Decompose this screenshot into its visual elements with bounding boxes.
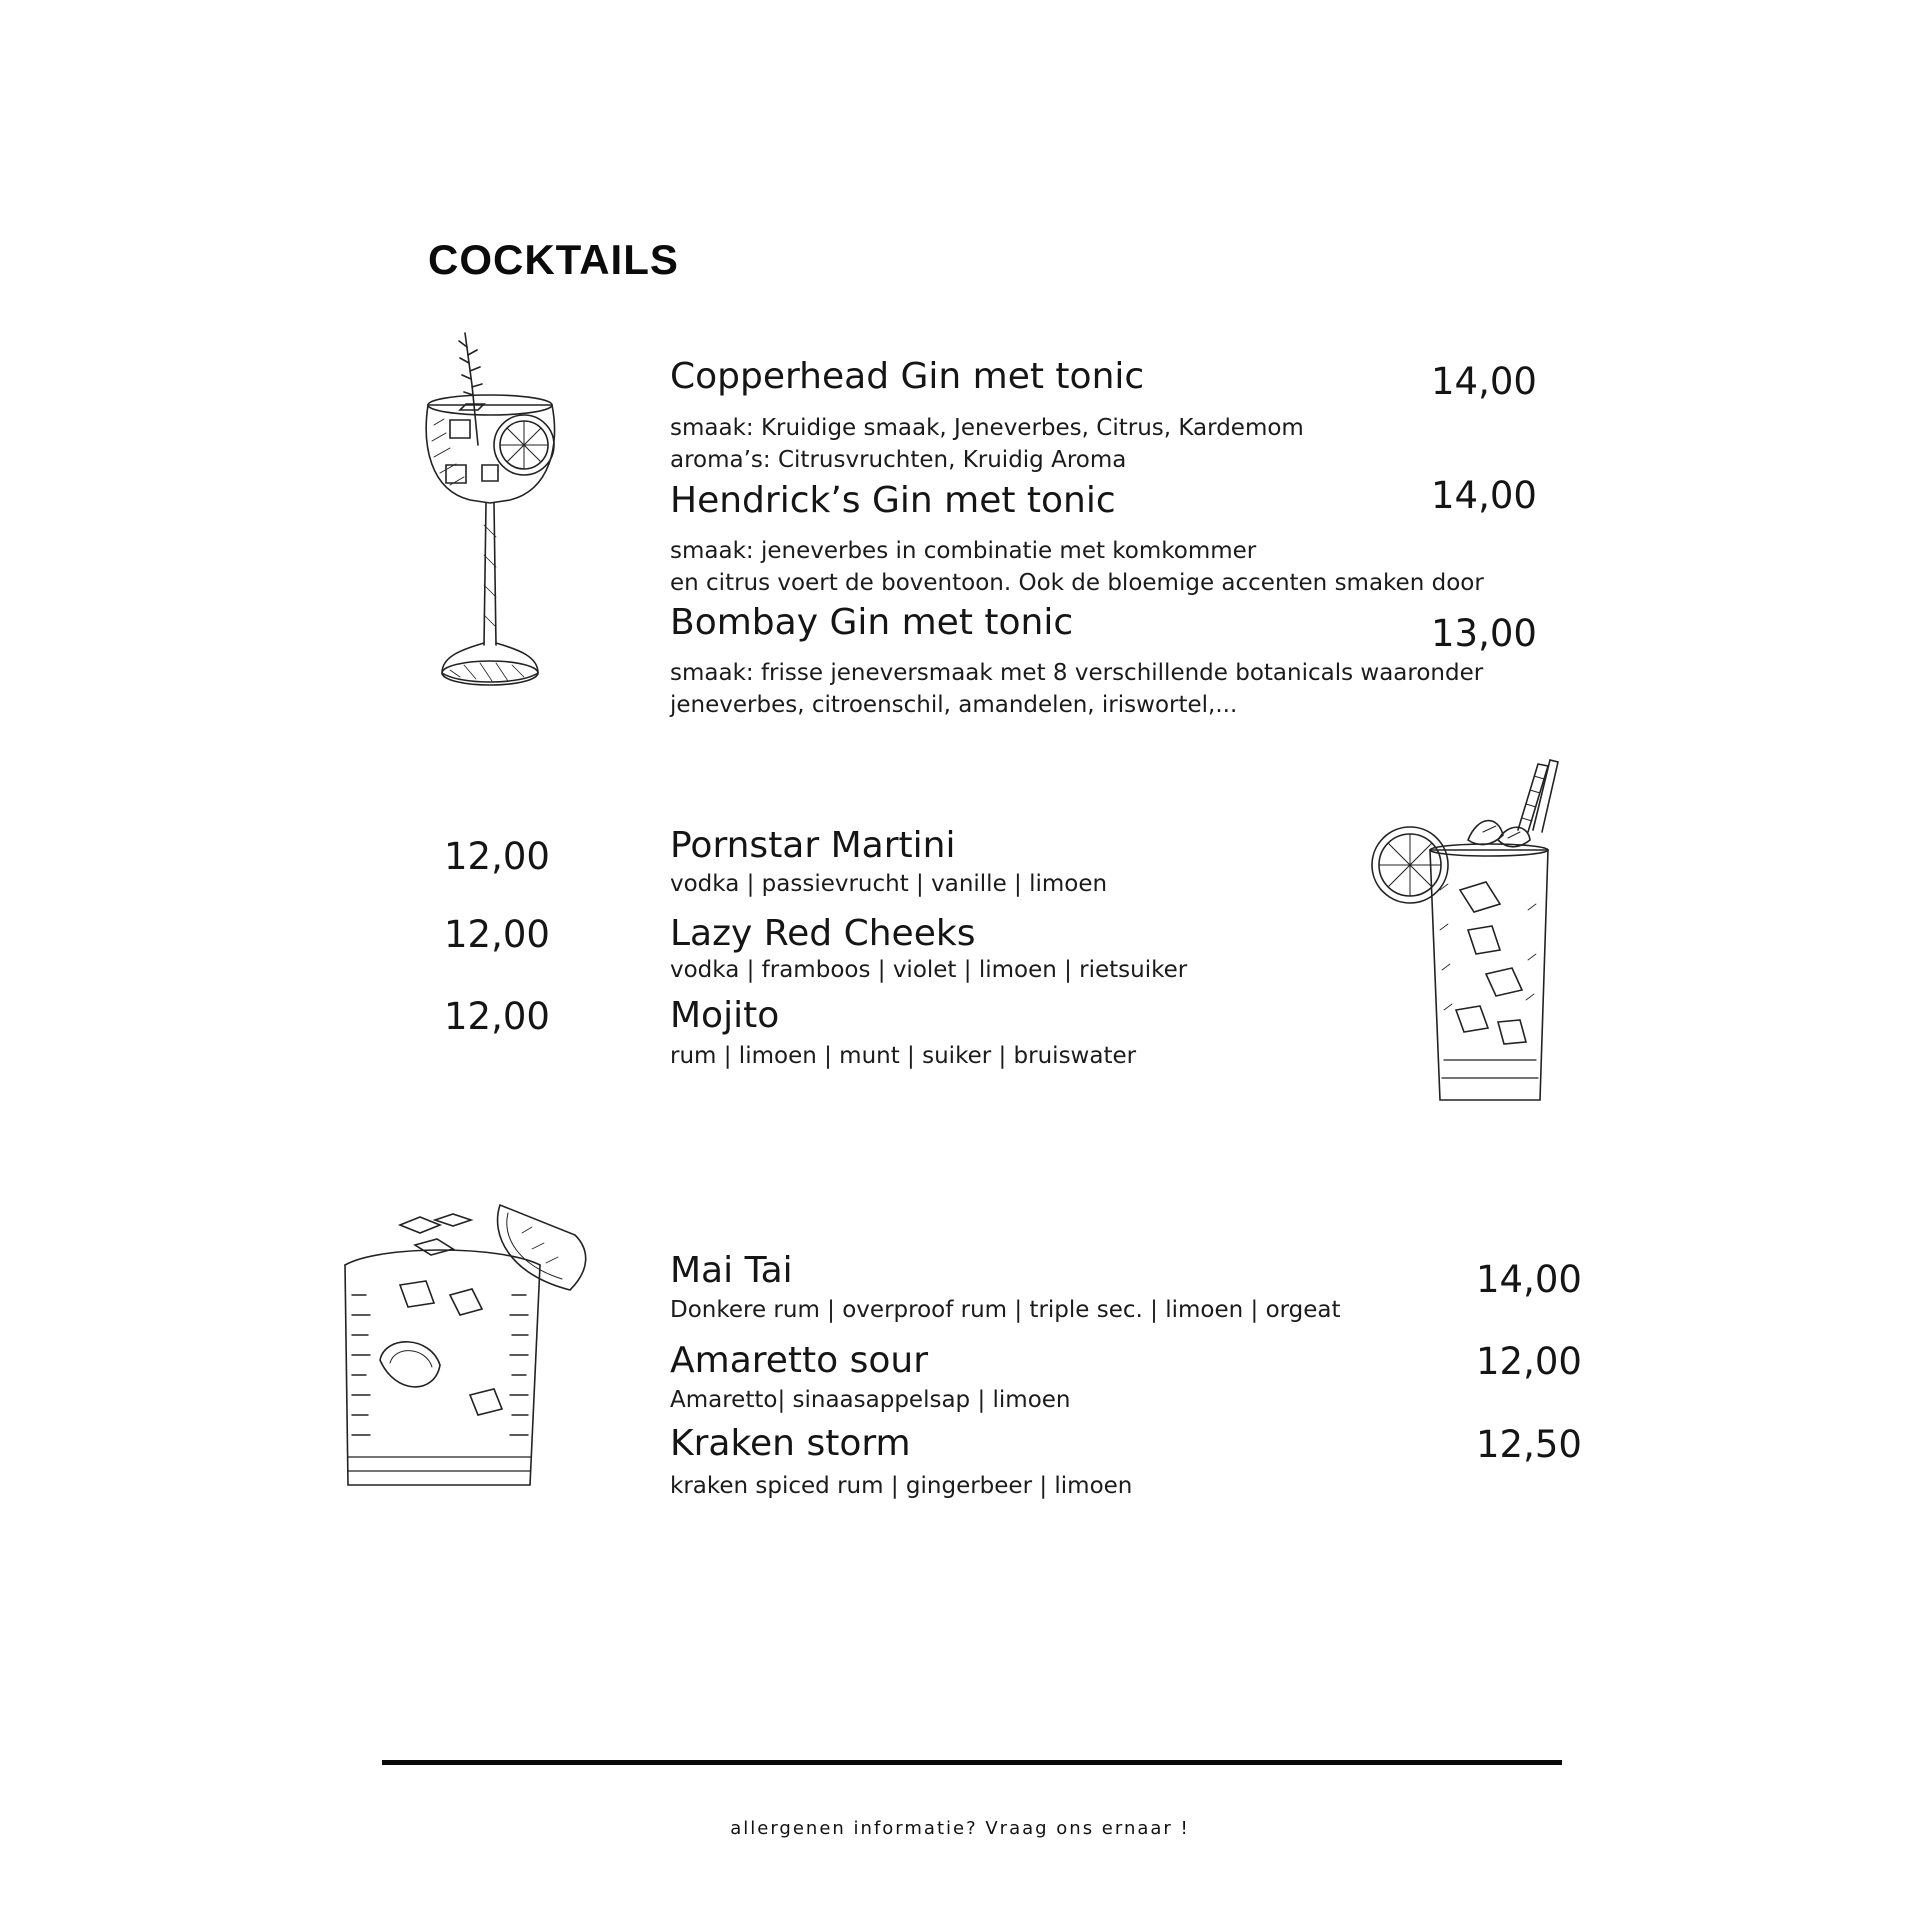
rum-item-name: Mai Tai — [670, 1250, 793, 1291]
gin-item-desc-line: en citrus voert de boventoon. Ook de bloemige accenten smaken door — [670, 570, 1484, 596]
rum-item-price: 12,00 — [1476, 1340, 1582, 1383]
gin-item-desc-line: jeneverbes, citroenschil, amandelen, iriswortel,... — [670, 692, 1238, 718]
cocktail-item-name: Lazy Red Cheeks — [670, 913, 976, 954]
gin-glass-illustration — [420, 325, 580, 705]
gin-item-name: Copperhead Gin met tonic — [670, 356, 1145, 397]
rum-item-price: 14,00 — [1476, 1258, 1582, 1301]
cocktail-item-price: 12,00 — [444, 913, 550, 956]
cocktail-item-name: Mojito — [670, 995, 780, 1036]
rum-item-desc: Donkere rum | overproof rum | triple sec. | limoen | orgeat — [670, 1297, 1341, 1323]
cocktail-item-desc: vodka | framboos | violet | limoen | rietsuiker — [670, 957, 1188, 983]
gin-item-name: Bombay Gin met tonic — [670, 602, 1074, 643]
rocks-glass-illustration — [340, 1195, 630, 1495]
rum-item-name: Kraken storm — [670, 1423, 911, 1464]
allergen-footer-note: allergenen informatie? Vraag ons ernaar ! — [730, 1818, 1190, 1839]
gin-item-desc-line: smaak: Kruidige smaak, Jeneverbes, Citrus, Kardemom — [670, 415, 1304, 441]
cocktail-item-price: 12,00 — [444, 835, 550, 878]
page-title: COCKTAILS — [428, 236, 679, 283]
gin-item-desc-line: smaak: jeneverbes in combinatie met komkommer — [670, 538, 1257, 564]
gin-item-price: 14,00 — [1431, 360, 1537, 403]
gin-item-name: Hendrick’s Gin met tonic — [670, 480, 1116, 521]
rum-item-price: 12,50 — [1476, 1423, 1582, 1466]
cocktail-item-desc: vodka | passievrucht | vanille | limoen — [670, 871, 1108, 897]
mojito-glass-illustration — [1368, 760, 1568, 1110]
footer-divider — [382, 1760, 1562, 1765]
cocktail-item-desc: rum | limoen | munt | suiker | bruiswater — [670, 1043, 1137, 1069]
cocktail-item-name: Pornstar Martini — [670, 825, 956, 866]
gin-item-desc-line: smaak: frisse jeneversmaak met 8 verschillende botanicals waaronder — [670, 660, 1484, 686]
rum-item-desc: Amaretto| sinaasappelsap | limoen — [670, 1387, 1071, 1413]
rum-item-name: Amaretto sour — [670, 1340, 929, 1381]
cocktail-item-price: 12,00 — [444, 995, 550, 1038]
rum-item-desc: kraken spiced rum | gingerbeer | limoen — [670, 1473, 1133, 1499]
gin-item-price: 13,00 — [1431, 612, 1537, 655]
gin-item-price: 14,00 — [1431, 474, 1537, 517]
gin-item-desc-line: aroma’s: Citrusvruchten, Kruidig Aroma — [670, 447, 1127, 473]
